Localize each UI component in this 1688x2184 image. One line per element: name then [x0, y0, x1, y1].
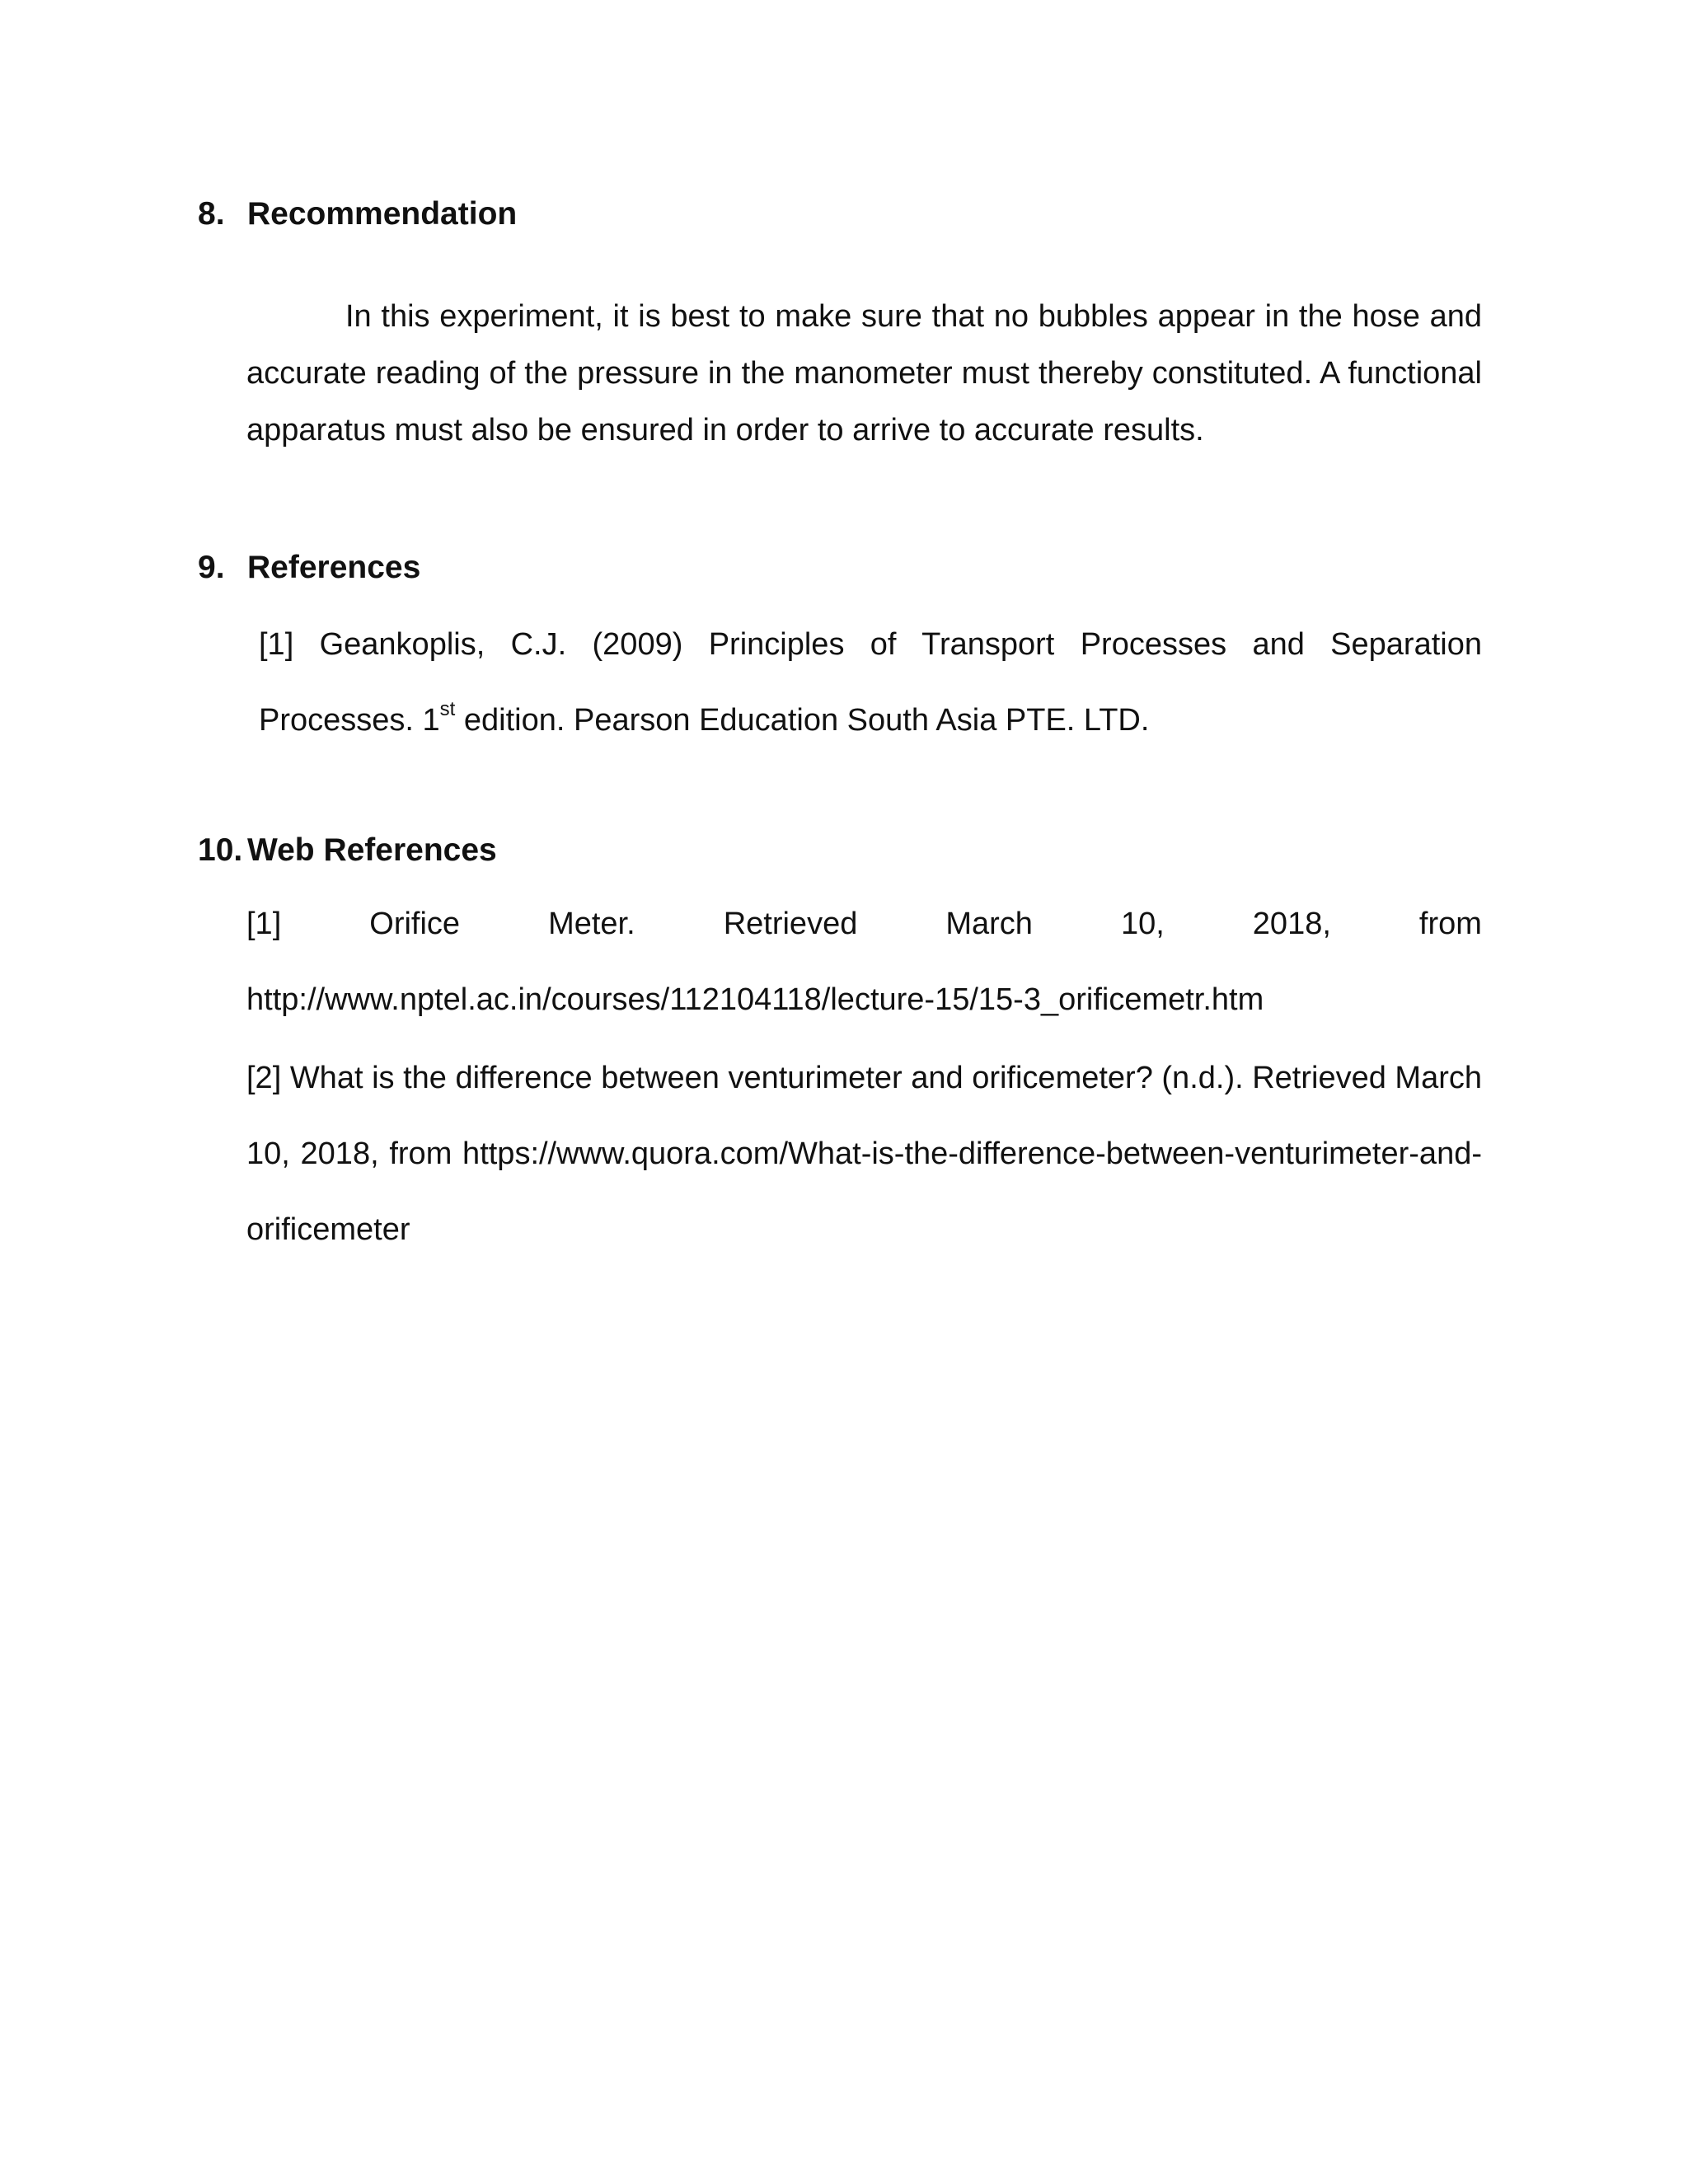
- reference-item: [259, 607, 1482, 758]
- section-title: Recommendation: [247, 196, 518, 232]
- web-ref-word: Orifice: [369, 907, 461, 941]
- web-ref-word: from: [1418, 907, 1482, 941]
- section-heading-web-references: [198, 832, 497, 869]
- web-reference-1-line1: [246, 907, 1482, 942]
- web-ref-word: Meter.: [548, 907, 635, 941]
- section-heading-references: [198, 550, 420, 586]
- reference-text-part1: [1] Geankoplis, C.J. (2009) Principles of Transport Processes and Separation Processes. 1: [259, 627, 1482, 738]
- recommendation-text: In this experiment, it is best to make sure that no bubbles appear in the hose and accurate reading of the pressure in the manometer must thereby constituted. A functional apparatus must also be ensured in order to arrive to accurate results.: [246, 299, 1482, 448]
- section-title: Web References: [247, 832, 497, 868]
- section-number: 10.: [198, 832, 243, 868]
- reference-text-part2: edition. Pearson Education South Asia PTE. LTD.: [455, 703, 1150, 738]
- reference-superscript: st: [439, 698, 456, 721]
- recommendation-paragraph: [246, 288, 1482, 459]
- section-number: 8.: [198, 196, 225, 232]
- web-reference-2: [2] What is the difference between venturimeter and orificemeter? (n.d.). Retrieved March 10, 2018, from https://www.quora.com/What-is-the-difference-between-venturimeter-and-orificemeter: [246, 1061, 1482, 1247]
- web-ref-word: March: [945, 907, 1033, 941]
- web-reference-1-url[interactable]: http://www.nptel.ac.in/courses/112104118/lecture-15/15-3_orificemetr.htm: [246, 982, 1264, 1017]
- web-ref-word: Retrieved: [723, 907, 858, 941]
- section-number: 9.: [198, 550, 225, 585]
- web-ref-word: 10,: [1120, 907, 1165, 941]
- section-heading-recommendation: [198, 196, 517, 232]
- web-ref-word: [1]: [246, 907, 282, 941]
- section-title: References: [247, 550, 421, 585]
- web-ref-word: 2018,: [1252, 907, 1331, 941]
